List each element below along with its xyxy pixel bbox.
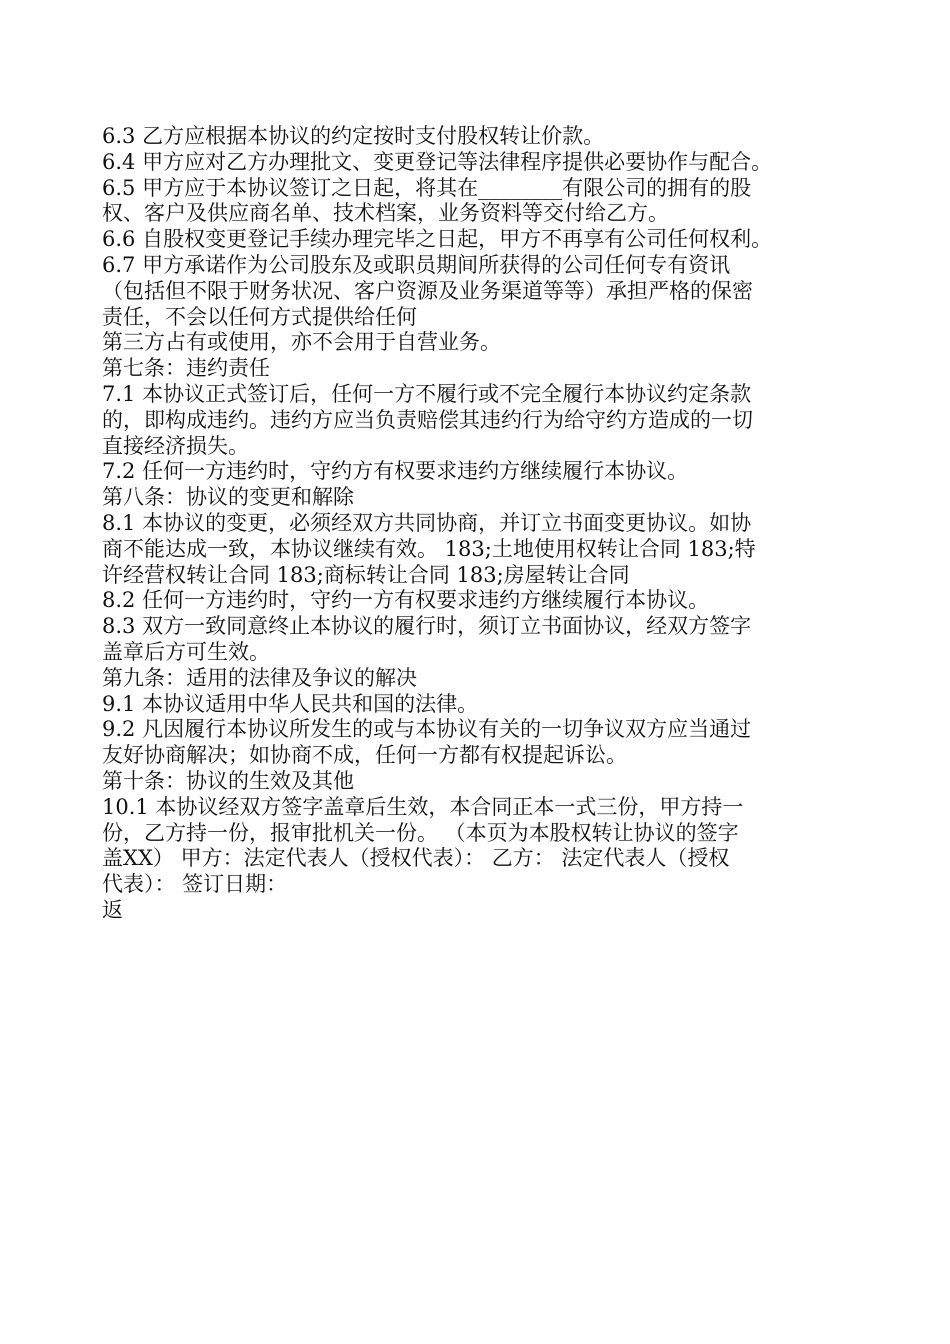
clause-6-7-line3: 责任，不会以任何方式提供给任何: [102, 304, 417, 329]
clause-8-1-line3: 许经营权转让合同 183;商标转让合同 183;房屋转让合同: [102, 562, 630, 587]
document-page: [102, 124, 854, 924]
clause-9-2-line2: 友好协商解决；如协商不成，任何一方都有权提起诉讼。: [102, 743, 627, 768]
clause-6-6: 6.6 自股权变更登记手续办理完毕之日起，甲方不再享有公司任何权利。: [102, 227, 773, 252]
clause-9-1: 9.1 本协议适用中华人民共和国的法律。: [102, 691, 479, 716]
clause-9-2-line1: 9.2 凡因履行本协议所发生的或与本协议有关的一切争议双方应当通过: [102, 717, 752, 742]
clause-8-1-line1: 8.1 本协议的变更，必须经双方共同协商，并订立书面变更协议。如协: [102, 510, 752, 535]
clause-6-7-line4: 第三方占有或使用，亦不会用于自营业务。: [102, 330, 501, 355]
clause-6-5-line2: 权、客户及供应商名单、技术档案，业务资料等交付给乙方。: [102, 201, 669, 226]
clause-7-1-line1: 7.1 本协议正式签订后，任何一方不履行或不完全履行本协议约定条款: [102, 381, 752, 406]
clause-8-3-line1: 8.3 双方一致同意终止本协议的履行时，须订立书面协议，经双方签字: [102, 614, 752, 639]
clause-8-1-line2: 商不能达成一致，本协议继续有效。 183;土地使用权转让合同 183;特: [102, 536, 756, 561]
section-heading-10: 第十条：协议的生效及其他: [102, 768, 354, 793]
section-heading-8: 第八条：协议的变更和解除: [102, 485, 354, 510]
trailing-text: 返: [102, 897, 123, 922]
clause-7-2: 7.2 任何一方违约时，守约方有权要求违约方继续履行本协议。: [102, 459, 689, 484]
clause-6-3: 6.3 乙方应根据本协议的约定按时支付股权转让价款。: [102, 124, 605, 148]
clause-6-7-line2: （包括但不限于财务状况、客户资源及业务渠道等等）承担严格的保密: [102, 278, 753, 303]
clause-6-4: 6.4 甲方应对乙方办理批文、变更登记等法律程序提供必要协作与配合。: [102, 149, 773, 174]
clause-8-3-line2: 盖章后方可生效。: [102, 639, 270, 664]
clause-6-5-line1: 6.5 甲方应于本协议签订之日起，将其在________有限公司的拥有的股: [102, 175, 752, 200]
signature-block-line2: 代表）： 签订日期：: [102, 872, 288, 897]
clause-7-1-line2: 的，即构成违约。违约方应当负责赔偿其违约行为给守约方造成的一切: [102, 407, 753, 432]
clause-10-1-line1: 10.1 本协议经双方签字盖章后生效，本合同正本一式三份，甲方持一: [102, 794, 744, 819]
clause-6-7-line1: 6.7 甲方承诺作为公司股东及或职员期间所获得的公司任何专有资讯: [102, 252, 731, 277]
section-heading-9: 第九条：适用的法律及争议的解决: [102, 665, 417, 690]
clause-8-2: 8.2 任何一方违约时，守约一方有权要求违约方继续履行本协议。: [102, 588, 710, 613]
clause-7-1-line3: 直接经济损失。: [102, 433, 249, 458]
section-heading-7: 第七条：违约责任: [102, 356, 270, 381]
clause-10-1-line2: 份，乙方持一份，报审批机关一份。 （本页为本股权转让协议的签字: [102, 820, 739, 845]
signature-block-line1: 盖XX） 甲方：法定代表人（授权代表）： 乙方： 法定代表人（授权: [102, 846, 730, 871]
